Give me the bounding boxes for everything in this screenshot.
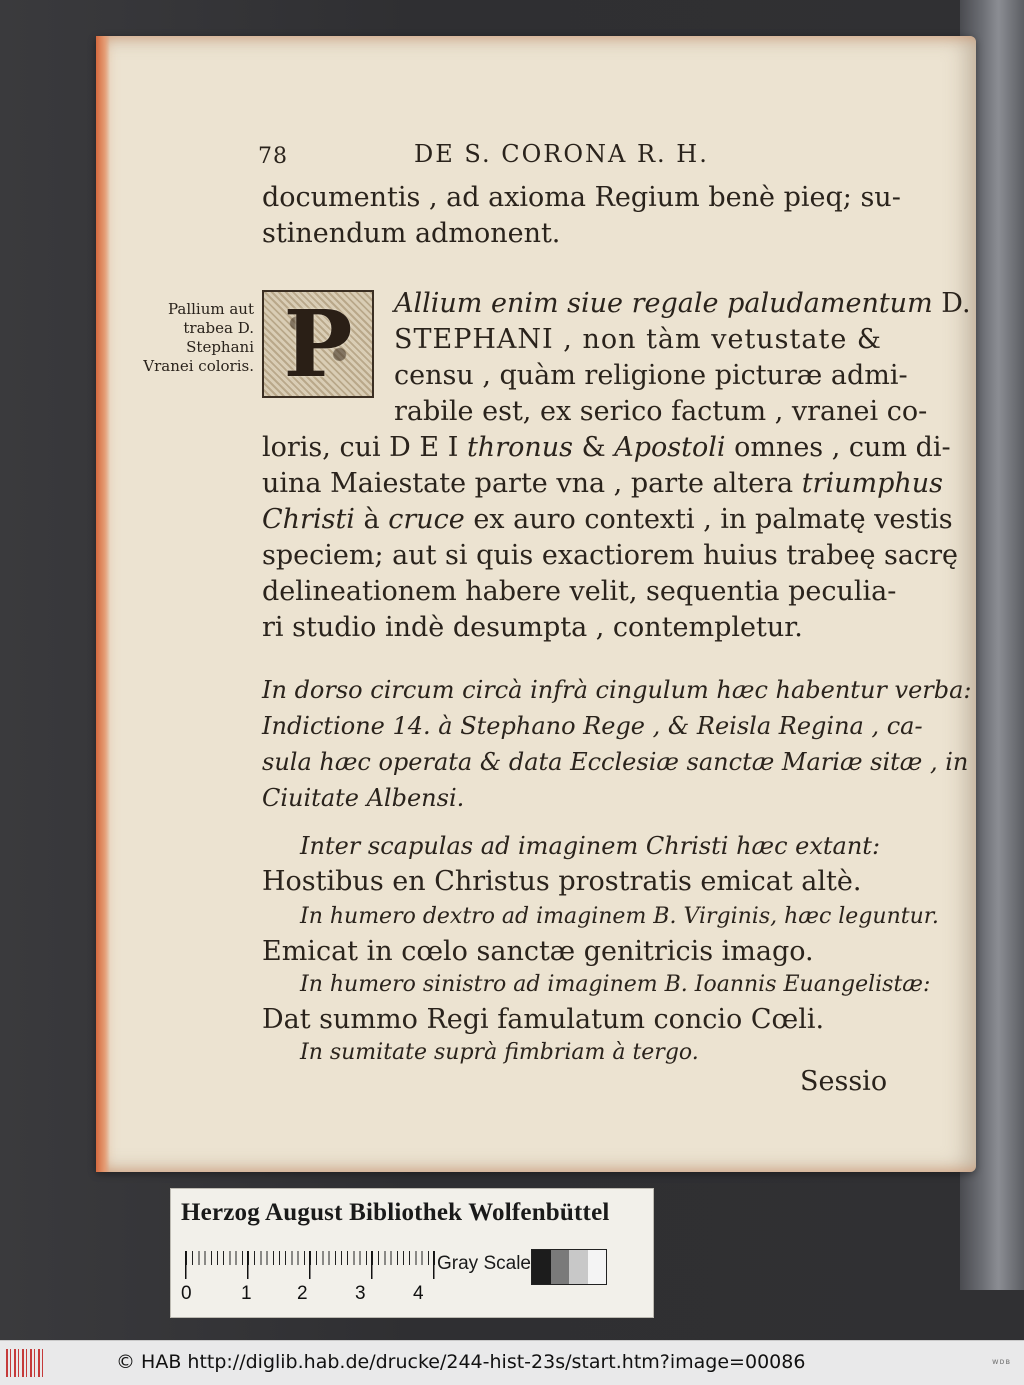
paragraph-line-7-d: ex auro contexti , in palmatę vestis [464, 504, 953, 535]
library-name: Herzog August Bibliothek Wolfenbüttel [181, 1199, 610, 1226]
paragraph-line-7 [262, 504, 953, 535]
paragraph-line-5-a: loris, cui D E I [262, 432, 467, 463]
inscription-heading-3: In humero sinistro ad imaginem B. Ioannis Euangelistæ: [300, 972, 931, 997]
gray-swatch [588, 1250, 607, 1284]
text-line-2: stinendum admonent. [262, 218, 561, 249]
gray-swatches [531, 1249, 607, 1285]
gray-swatch [551, 1250, 570, 1284]
ruler-number: 4 [413, 1283, 424, 1304]
drop-cap-initial [262, 290, 374, 398]
paragraph-line-5-c: & [573, 432, 615, 463]
paragraph-line-5 [262, 432, 951, 463]
gray-scale-card [170, 1188, 654, 1318]
ruler-major-ticks [185, 1251, 435, 1279]
paragraph-line-6-a: uina Maiestate parte vna , parte altera [262, 468, 802, 499]
inscription-heading-2: In humero dextro ad imaginem B. Virginis, hæc leguntur. [300, 904, 939, 929]
gray-swatch [569, 1250, 588, 1284]
footer-mark: ᴡᴅʙ [992, 1357, 1012, 1366]
quote-line-1: In dorso circum circà infrà cingulum hæc habentur verba: [262, 676, 972, 704]
margin-note: Pallium aut trabea D. Stephani Vranei coloris. [143, 300, 254, 375]
paragraph-line-1-a: Allium enim siue [394, 288, 632, 319]
paragraph-line-1-c: D. [932, 288, 971, 319]
paragraph-line-3: censu , quàm religione picturæ admi- [394, 360, 908, 391]
ruler-number: 1 [241, 1283, 252, 1304]
catchword: Sessio [800, 1066, 888, 1097]
text-line-1: documentis , ad axioma Regium benè pieq; su- [262, 182, 901, 213]
paragraph-line-9: delineationem habere velit, sequentia peculia- [262, 576, 897, 607]
drop-cap-letter: P [283, 290, 353, 398]
paragraph-line-7-b: à [354, 504, 389, 535]
paragraph-line-7-c: cruce [388, 504, 465, 535]
barcode-icon [6, 1349, 46, 1377]
paragraph-line-10: ri studio indè desumpta , contempletur. [262, 612, 803, 643]
paragraph-line-5-d: Apostoli [614, 432, 726, 463]
page-header-title: DE S. CORONA R. H. [414, 140, 709, 168]
ruler-number: 3 [355, 1283, 366, 1304]
inscription-verse-3: Dat summo Regi famulatum concio Cœli. [262, 1004, 825, 1035]
paragraph-line-5-b: thronus [466, 432, 573, 463]
paragraph-line-8: speciem; aut si quis exactiorem huius trabeę sacrę [262, 540, 958, 571]
inscription-heading-1: Inter scapulas ad imaginem Christi hæc extant: [300, 832, 881, 860]
ruler-number: 2 [297, 1283, 308, 1304]
running-head [258, 140, 878, 174]
paragraph-line-2: STEPHANI , non tàm vetustate & [394, 324, 882, 355]
footer-copyright-link[interactable]: © HAB http://diglib.hab.de/drucke/244-hist-23s/start.htm?image=00086 [116, 1351, 806, 1373]
paragraph-line-5-e: omnes , cum di- [725, 432, 951, 463]
ruler-number: 0 [181, 1283, 192, 1304]
quote-line-4: Ciuitate Albensi. [262, 784, 465, 812]
paragraph-line-6 [262, 468, 943, 499]
inscription-heading-4: In sumitate suprà fimbriam à tergo. [300, 1040, 699, 1065]
paragraph-line-1-b: regale paludamentum [631, 288, 933, 319]
footer-bar [0, 1340, 1024, 1385]
inscription-verse-1: Hostibus en Christus prostratis emicat altè. [262, 866, 862, 897]
page-number: 78 [258, 144, 288, 169]
paragraph-line-1 [394, 288, 971, 319]
inscription-verse-2: Emicat in cœlo sanctæ genitricis imago. [262, 936, 814, 967]
gray-swatch [532, 1250, 551, 1284]
gray-scale-label: Gray Scale [437, 1253, 531, 1274]
paragraph-line-6-b: triumphus [801, 468, 944, 499]
paragraph-line-7-a: Christi [262, 504, 355, 535]
quote-line-2: Indictione 14. à Stephano Rege , & Reisla Regina , ca- [262, 712, 923, 740]
paragraph-line-4: rabile est, ex serico factum , vranei co- [394, 396, 928, 427]
quote-line-3: sula hæc operata & data Ecclesiæ sanctæ Mariæ sitæ , in [262, 748, 969, 776]
